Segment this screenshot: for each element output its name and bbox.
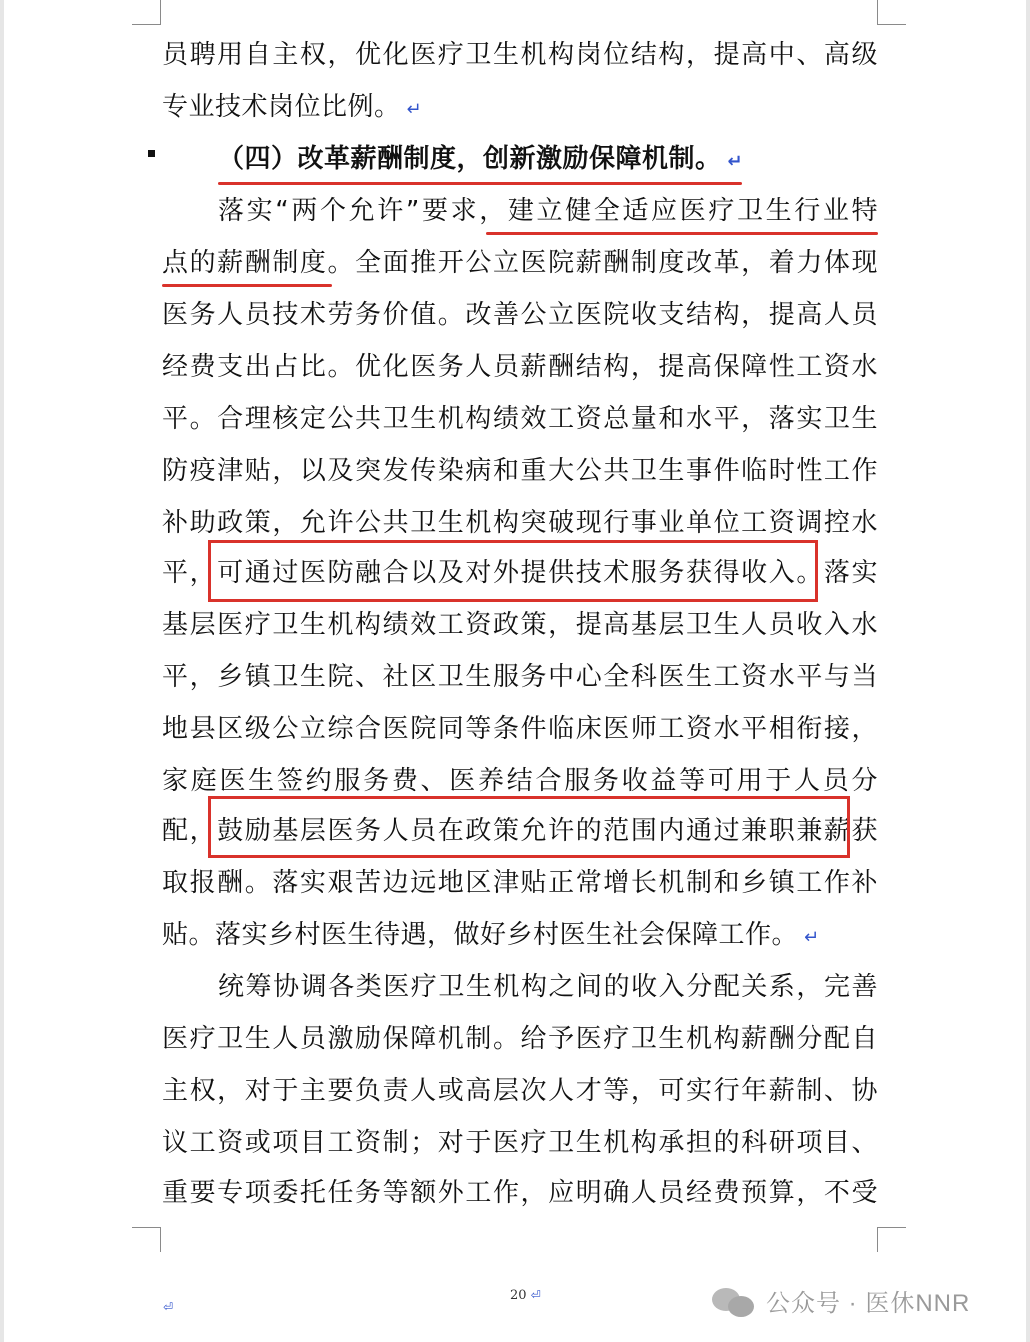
text-line: 平，乡镇卫生院、社区卫生服务中心全科医生工资水平与当 — [162, 662, 878, 692]
red-underline-requirement — [486, 232, 878, 235]
text-line: 主权，对于主要负责人或高层次人才等，可实行年薪制、协 — [162, 1076, 878, 1106]
text-line: 贴。落实乡村医生待遇，做好乡村医生社会保障工作。 ↵ — [162, 920, 820, 950]
paragraph-mark-icon: ⏎ — [530, 1288, 541, 1302]
paragraph-mark-icon: ↵ — [804, 927, 820, 948]
watermark-text: 公众号 · 医休NNR — [766, 1290, 971, 1317]
text-line: 经费支出占比。优化医务人员薪酬结构，提高保障性工资水 — [162, 352, 878, 382]
wechat-icon — [712, 1284, 756, 1318]
paragraph-mark-icon: ↵ — [406, 99, 423, 120]
text-line: 落实“两个允许”要求，建立健全适应医疗卫生行业特 — [218, 196, 878, 226]
section-heading: （四）改革薪酬制度，创新激励保障机制。 ↵ — [218, 144, 744, 174]
text-line: 配，鼓励基层医务人员在政策允许的范围内通过兼职兼薪获 — [162, 816, 878, 846]
red-underline-salary-system — [162, 284, 332, 287]
text-line: 家庭医生签约服务费、医养结合服务收益等可用于人员分 — [162, 766, 878, 796]
crop-mark-bottom-right — [877, 1227, 906, 1252]
red-box-part-time-pay — [208, 796, 850, 858]
text-line: 医疗卫生人员激励保障机制。给予医疗卫生机构薪酬分配自 — [162, 1024, 878, 1054]
heading-bullet-marker — [148, 150, 155, 157]
text-line: 取报酬。落实艰苦边远地区津贴正常增长机制和乡镇工作补 — [162, 868, 878, 898]
text-line: 专业技术岗位比例。 ↵ — [162, 92, 423, 122]
text-line: 平。合理核定公共卫生机构绩效工资总量和水平，落实卫生 — [162, 404, 878, 434]
text-line: 议工资或项目工资制；对于医疗卫生机构承担的科研项目、 — [162, 1128, 878, 1158]
text-line: 平，可通过医防融合以及对外提供技术服务获得收入。落实 — [162, 558, 878, 588]
text-line: 统筹协调各类医疗卫生机构之间的收入分配关系，完善 — [218, 972, 878, 1002]
page-number: 20 ⏎ — [510, 1288, 541, 1303]
text-line: 重要专项委托任务等额外工作，应明确人员经费预算，不受 — [162, 1178, 878, 1208]
text-line: 地县区级公立综合医院同等条件临床医师工资水平相衔接， — [162, 714, 878, 744]
crop-mark-top-right — [877, 0, 906, 25]
crop-mark-top-left — [132, 0, 161, 25]
watermark — [712, 1283, 970, 1318]
text-line: 员聘用自主权，优化医疗卫生机构岗位结构，提高中、高级 — [162, 40, 878, 70]
text-line: 防疫津贴，以及突发传染病和重大公共卫生事件临时性工作 — [162, 456, 878, 486]
text-line: 基层医疗卫生机构绩效工资政策，提高基层卫生人员收入水 — [162, 610, 878, 640]
page-edge-left — [0, 0, 4, 1342]
paragraph-mark-icon: ↵ — [727, 151, 744, 172]
paragraph-mark-icon: ⏎ — [163, 1300, 174, 1314]
text-line: 点的薪酬制度。全面推开公立医院薪酬制度改革，着力体现 — [162, 248, 878, 278]
crop-mark-bottom-left — [132, 1227, 161, 1252]
text-line: 医务人员技术劳务价值。改善公立医院收支结构，提高人员 — [162, 300, 878, 330]
page-edge-right — [1026, 0, 1030, 1342]
red-underline-heading — [218, 182, 742, 185]
red-box-income-channels — [208, 540, 818, 602]
text-line: 补助政策，允许公共卫生机构突破现行事业单位工资调控水 — [162, 508, 878, 538]
